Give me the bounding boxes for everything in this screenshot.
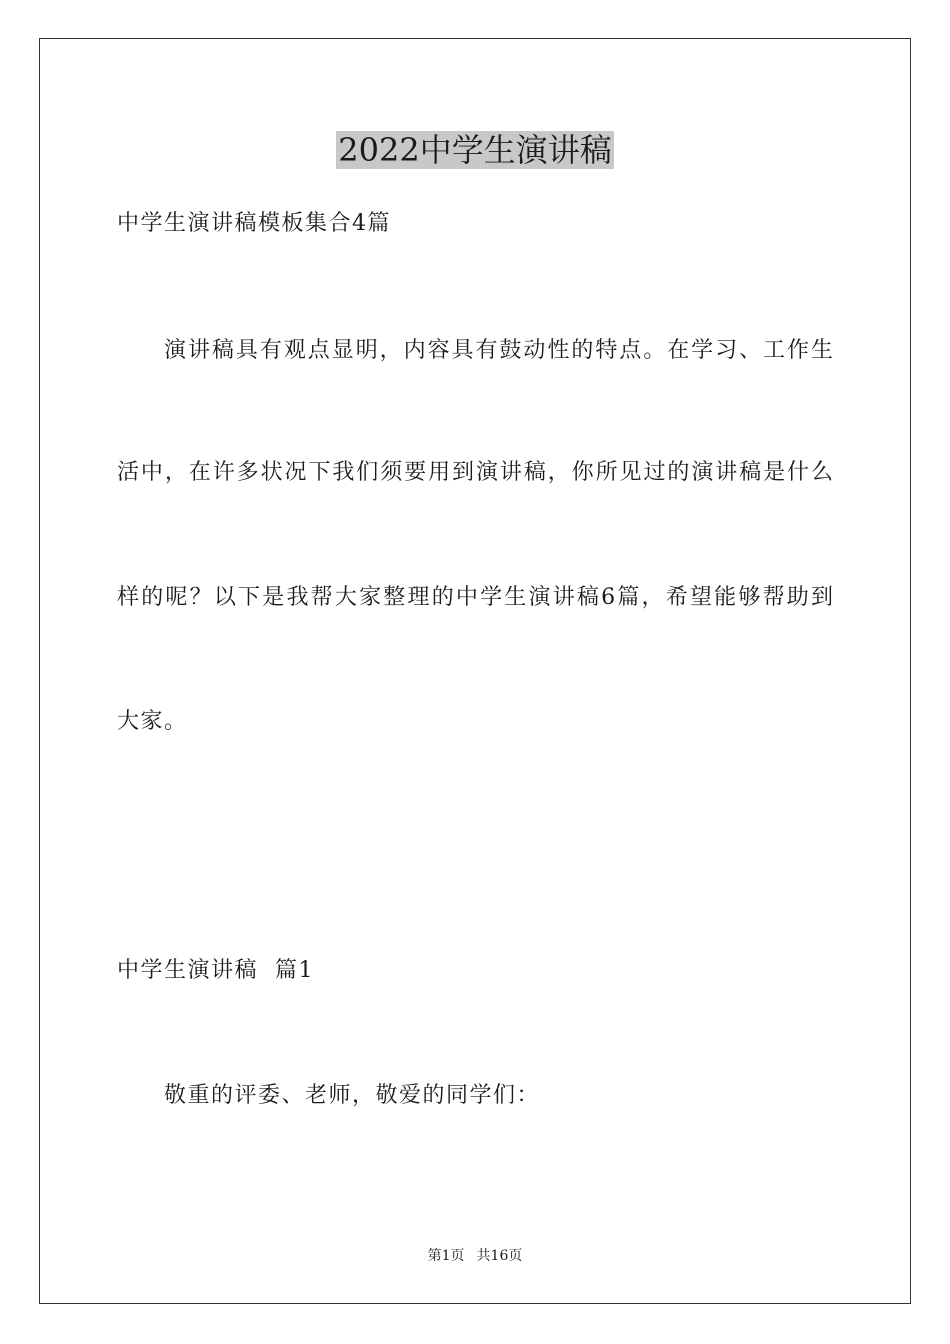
intro-line-3: 样的呢？以下是我帮大家整理的中学生演讲稿6篇，希望能够帮助到: [117, 585, 833, 610]
intro-line-1: 演讲稿具有观点显明，内容具有鼓动性的特点。在学习、工作生: [164, 338, 833, 363]
page-total: 共16页: [476, 1248, 523, 1264]
section-heading: 中学生演讲稿 篇1: [117, 958, 314, 983]
page-number: 第1页: [427, 1248, 465, 1264]
document-title: [0, 128, 950, 172]
title-text: 2022中学生演讲稿: [338, 131, 612, 169]
intro-line-2: 活中，在许多状况下我们须要用到演讲稿，你所见过的演讲稿是什么: [117, 460, 833, 485]
page-footer: [0, 1246, 950, 1266]
salutation: 敬重的评委、老师，敬爱的同学们：: [164, 1083, 541, 1108]
intro-line-4: 大家。: [117, 709, 188, 734]
document-subtitle: 中学生演讲稿模板集合4篇: [117, 211, 391, 236]
